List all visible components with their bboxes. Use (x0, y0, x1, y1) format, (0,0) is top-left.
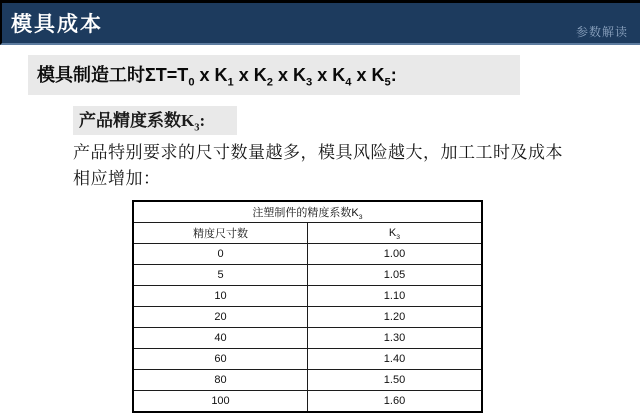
slide-subtitle: 参数解读 (575, 25, 628, 39)
table-title-row (133, 201, 482, 223)
table-cell: 1.30 (308, 328, 483, 349)
table-row (133, 286, 482, 307)
formula-text: 模具制造工时$\Sigma T=T_0$ x $K_1$ x $K_2$ x $K_3$ x $K_4$ x $K_5$: (37, 65, 397, 89)
table-cell: 1.50 (308, 370, 483, 391)
table-row (133, 244, 482, 265)
column-header-dimension-count: 精度尺寸数 (133, 223, 308, 244)
table-row (133, 370, 482, 391)
k3-table (132, 200, 483, 413)
table-cell: 20 (133, 307, 308, 328)
table-cell: 0 (133, 244, 308, 265)
table-row (133, 265, 482, 286)
body-line-1: 产品特别要求的尺寸数量越多，模具风险越大，加工工时及成本 (73, 143, 563, 162)
table-cell: 40 (133, 328, 308, 349)
table-cell: 10 (133, 286, 308, 307)
table-cell: 1.60 (308, 391, 483, 413)
table-header-row (133, 223, 482, 244)
table-cell: 1.05 (308, 265, 483, 286)
table-cell: 1.20 (308, 307, 483, 328)
slide-title: 模具成本 (11, 13, 103, 36)
column-header-k3: $K_3$ (308, 223, 483, 244)
table-cell: 60 (133, 349, 308, 370)
body-paragraph (73, 140, 640, 192)
body-line-2: 相应增加： (73, 169, 161, 188)
formula-bar (28, 55, 520, 95)
table-cell: 1.40 (308, 349, 483, 370)
table-title: 注塑制件的精度系数$K_3$ (133, 201, 482, 223)
table-body (133, 244, 482, 413)
table-row (133, 349, 482, 370)
section-label-text: 产品精度系数$K_3$: (79, 111, 206, 134)
table-cell: 100 (133, 391, 308, 413)
table-cell: 1.10 (308, 286, 483, 307)
table-cell: 1.00 (308, 244, 483, 265)
table-row (133, 328, 482, 349)
title-bar (0, 3, 640, 45)
table-cell: 5 (133, 265, 308, 286)
table-cell: 80 (133, 370, 308, 391)
section-label (73, 106, 237, 135)
table-row (133, 307, 482, 328)
